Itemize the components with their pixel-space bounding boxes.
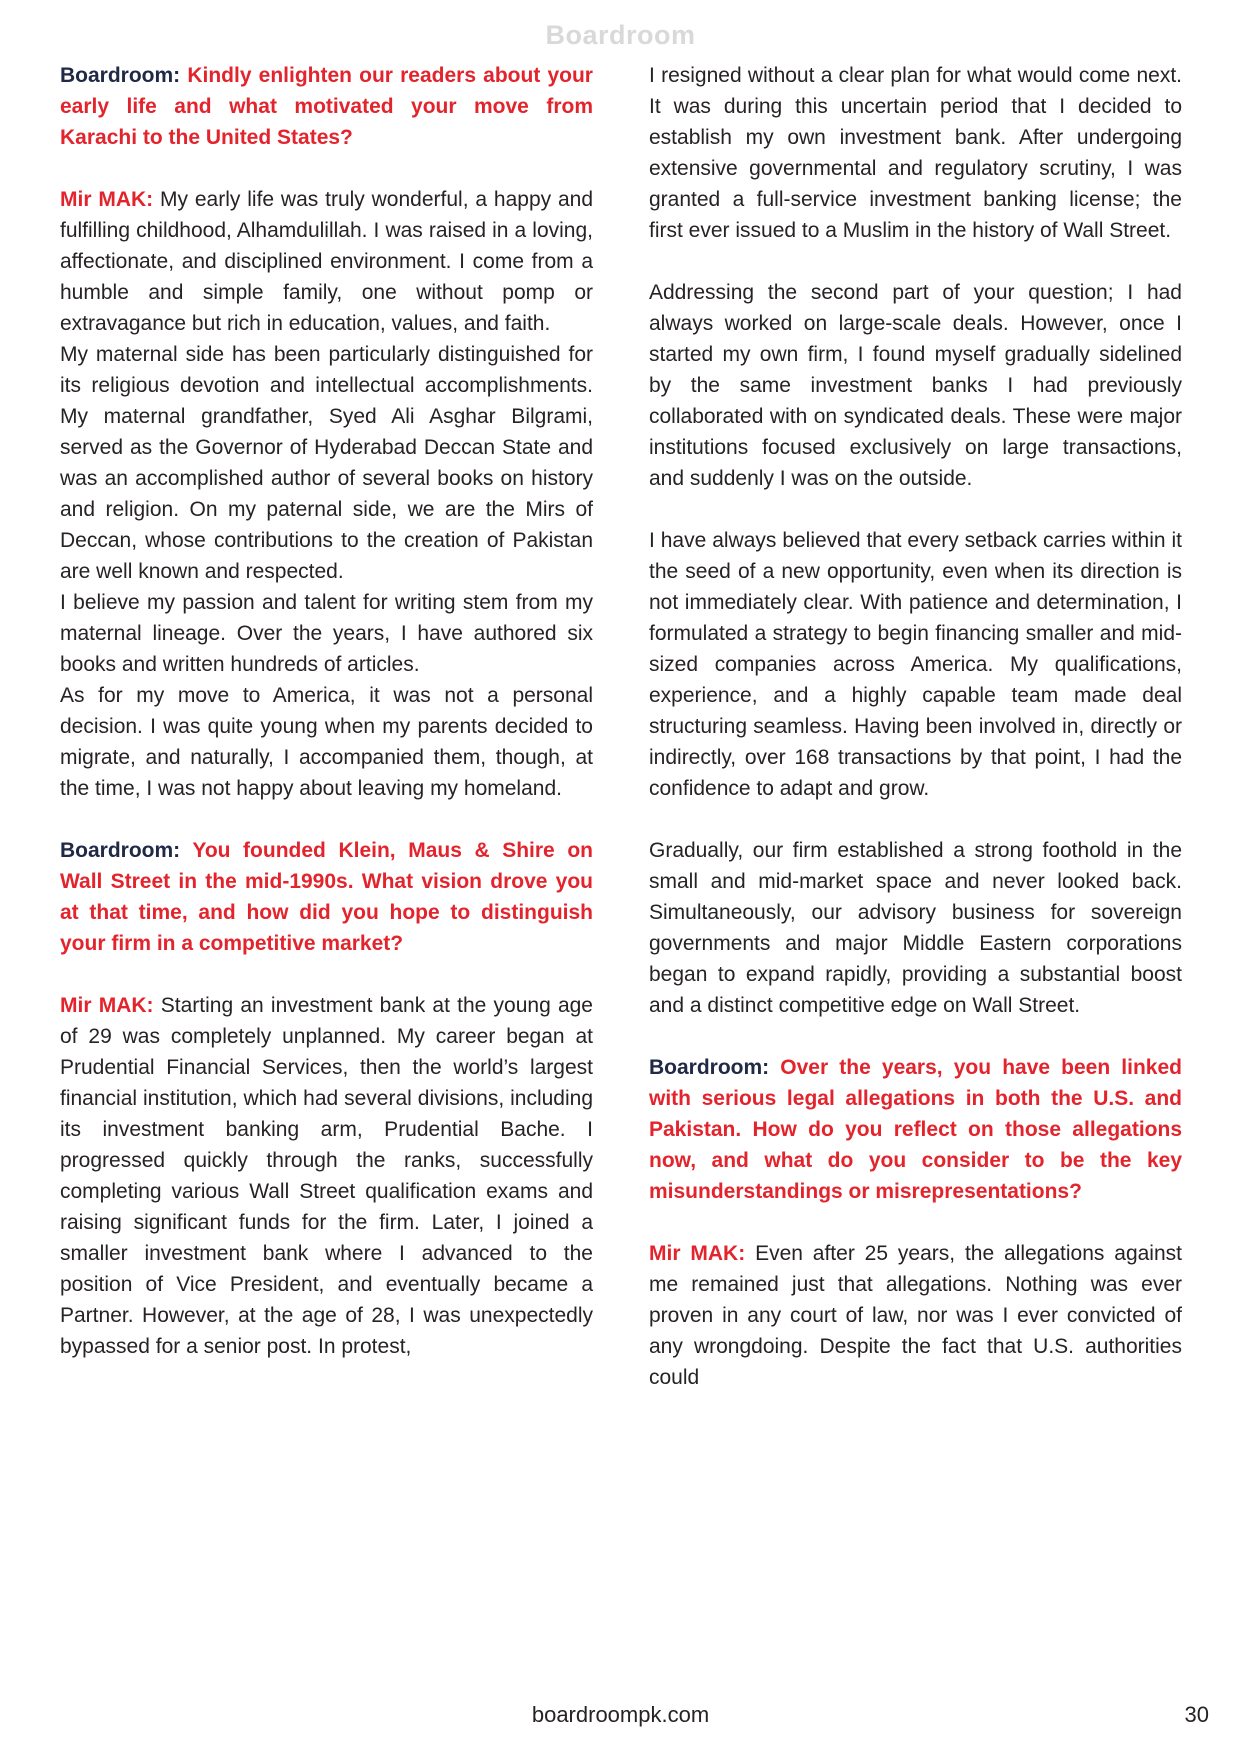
- answer-paragraph: [60, 680, 593, 804]
- interviewee-label: Mir MAK:: [60, 994, 154, 1017]
- page-footer: [0, 1702, 1241, 1728]
- question-paragraph: [60, 60, 593, 153]
- question-text: You founded Klein, Maus & Shire on Wall Street in the mid-1990s. What vision drove you at that time, and how did you hope to distinguish your firm in a competitive market?: [60, 839, 593, 955]
- left-column: [60, 60, 593, 1393]
- answer-text: As for my move to America, it was not a personal decision. I was quite young when my parents decided to migrate, and naturally, I accompanied them, though, at the time, I was not happy about leaving my homeland.: [60, 684, 593, 800]
- answer-paragraph: [60, 990, 593, 1362]
- footer-site-text: boardroompk.com: [531, 1702, 710, 1727]
- answer-block: [649, 1238, 1182, 1393]
- answer-text: Even after 25 years, the allegations against me remained just that allegations. Nothing was ever proven in any court of law, nor was I ever convicted of any wrongdoing. Despite the fact that U.S. authorities could: [649, 1242, 1182, 1389]
- question-text: Over the years, you have been linked with serious legal allegations in both the U.S. and Pakistan. How do you reflect on those allegations now, and what do you consider to be the key misunderstandings or misrepresentations?: [649, 1056, 1182, 1203]
- interviewer-label: Boardroom:: [60, 839, 181, 862]
- interviewee-label: Mir MAK:: [60, 188, 154, 211]
- answer-paragraph: [649, 835, 1182, 1021]
- question-text: Kindly enlighten our readers about your early life and what motivated your move from Karachi to the United States?: [60, 64, 593, 149]
- answer-text: My early life was truly wonderful, a happy and fulfilling childhood, Alhamdulillah. I was raised in a loving, affectionate, and disciplined environment. I come from a humble and simple family, one without pomp or extravagance but rich in education, values, and faith.: [60, 188, 594, 335]
- answer-block: [649, 277, 1182, 494]
- answer-paragraph: [649, 1238, 1182, 1393]
- right-column: [649, 60, 1182, 1393]
- answer-block: [60, 990, 593, 1362]
- question-block: [60, 835, 593, 959]
- answer-paragraph: [649, 525, 1182, 804]
- answer-text: Addressing the second part of your question; I had always worked on large-scale deals. However, once I started my own firm, I found myself gradually sidelined by the same investment banks I had previously collaborated with on syndicated deals. These were major institutions focused exclusively on large transactions, and suddenly I was on the outside.: [649, 281, 1182, 490]
- answer-paragraph: [60, 339, 593, 587]
- answer-text: Gradually, our firm established a strong foothold in the small and mid-market space and never looked back. Simultaneously, our advisory business for sovereign governments and major Middle Eastern corporations began to expand rapidly, providing a substantial boost and a distinct competitive edge on Wall Street.: [649, 839, 1182, 1017]
- answer-paragraph: [60, 184, 593, 339]
- question-paragraph: [60, 835, 593, 959]
- answer-block: [649, 835, 1182, 1021]
- answer-block: [60, 184, 593, 804]
- article-columns: [60, 60, 1182, 1393]
- question-block: [649, 1052, 1182, 1207]
- page-header-title: Boardroom: [545, 20, 696, 50]
- answer-paragraph: [649, 277, 1182, 494]
- interviewee-label: Mir MAK:: [649, 1242, 746, 1265]
- answer-text: I resigned without a clear plan for what would come next. It was during this uncertain period that I decided to establish my own investment bank. After undergoing extensive governmental and regulatory scrutiny, I was granted a full-service investment banking license; the first ever issued to a Muslim in the history of Wall Street.: [649, 64, 1182, 242]
- answer-block: [649, 60, 1182, 246]
- interviewer-label: Boardroom:: [649, 1056, 770, 1079]
- interviewer-label: Boardroom:: [60, 64, 181, 87]
- answer-paragraph: [60, 587, 593, 680]
- answer-text: I have always believed that every setback carries within it the seed of a new opportunity, even when its direction is not immediately clear. With patience and determination, I formulated a strategy to begin financing smaller and mid-sized companies across America. My qualifications, experience, and a highly capable team made deal structuring seamless. Having been involved in, directly or indirectly, over 168 transactions by that point, I had the confidence to adapt and grow.: [649, 529, 1182, 800]
- question-paragraph: [649, 1052, 1182, 1207]
- answer-paragraph: [649, 60, 1182, 246]
- footer-page-number: 30: [1184, 1702, 1209, 1727]
- question-block: [60, 60, 593, 153]
- answer-text: Starting an investment bank at the young age of 29 was completely unplanned. My career began at Prudential Financial Services, then the world’s largest financial institution, which had several divisions, including its investment banking arm, Prudential Bache. I progressed quickly through the ranks, successfully completing various Wall Street qualification exams and raising significant funds for the firm. Later, I joined a smaller investment bank where I advanced to the position of Vice President, and eventually became a Partner. However, at the age of 28, I was unexpectedly bypassed for a senior post. In protest,: [60, 994, 593, 1358]
- answer-block: [649, 525, 1182, 804]
- answer-text: I believe my passion and talent for writing stem from my maternal lineage. Over the years, I have authored six books and written hundreds of articles.: [60, 591, 593, 676]
- answer-text: My maternal side has been particularly distinguished for its religious devotion and intellectual accomplishments. My maternal grandfather, Syed Ali Asghar Bilgrami, served as the Governor of Hyderabad Deccan State and was an accomplished author of several books on history and religion. On my paternal side, we are the Mirs of Deccan, whose contributions to the creation of Pakistan are well known and respected.: [60, 343, 593, 583]
